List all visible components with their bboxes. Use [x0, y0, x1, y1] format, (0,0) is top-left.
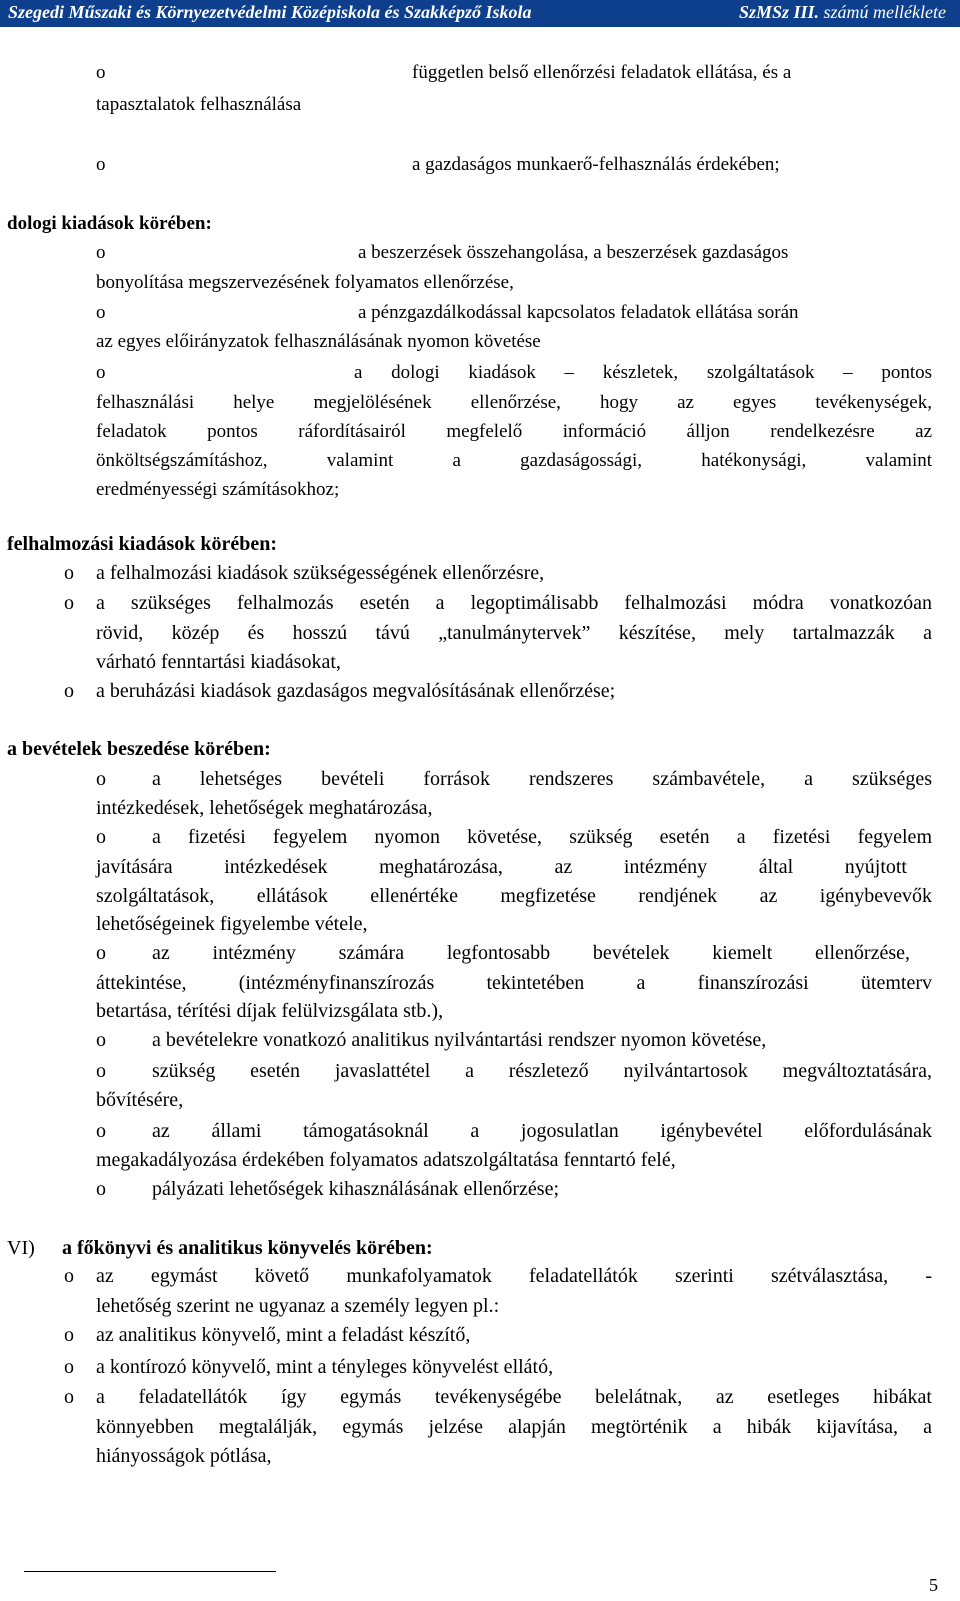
bullet: o — [96, 302, 106, 323]
text-line: áttekintése, (intézményfinanszírozás tekintetében a finanszírozási ütemterv — [96, 972, 932, 994]
text-line: a felhalmozási kiadások szükségességének ellenőrzésre, — [96, 562, 545, 584]
page-number: 5 — [929, 1575, 938, 1595]
text-line: független belső ellenőrzési feladatok ellátása, és a — [412, 62, 792, 83]
text-line: felhasználási helye megjelölésének ellenőrzése, hogy az egyes tevékenységek, — [96, 392, 932, 413]
bullet: o — [96, 154, 106, 175]
text-line: a gazdaságos munkaerő-felhasználás érdekében; — [412, 154, 780, 175]
annex-label: SzMSz III. számú melléklete — [738, 2, 946, 22]
section-heading: felhalmozási kiadások körében: — [7, 533, 278, 555]
text-line: lehetőségeinek figyelembe vétele, — [96, 913, 368, 935]
section-number: VI) — [7, 1237, 35, 1259]
text-line: a szükséges felhalmozás esetén a legoptimálisabb felhalmozási módra vonatkozóan — [96, 592, 932, 614]
text-line: pályázati lehetőségek kihasználásának ellenőrzése; — [152, 1178, 560, 1200]
bullet: o — [96, 62, 106, 83]
bullet: o — [64, 592, 74, 614]
text-line: az analitikus könyvelő, mint a feladást készítő, — [96, 1324, 471, 1346]
text-line: a lehetséges bevételi források rendszeres számbavétele, a szükséges — [152, 768, 932, 790]
text-line: a dologi kiadások – készletek, szolgáltatások – pontos — [354, 362, 932, 383]
text-line: az egyes előirányzatok felhasználásának nyomon követése — [96, 331, 541, 352]
text-line: tapasztalatok felhasználása — [96, 94, 302, 115]
text-line: a beruházási kiadások gazdaságos megvalósításának ellenőrzése; — [96, 680, 616, 702]
text-line: bővítésére, — [96, 1089, 184, 1111]
bullet: o — [64, 1324, 74, 1346]
text-line: könnyebben megtalálják, egymás jelzése alapján megtörténik a hibák kijavítása, a — [96, 1416, 932, 1438]
bullet: o — [64, 680, 74, 702]
text-line: bonyolítása megszervezésének folyamatos ellenőrzése, — [96, 272, 514, 293]
text-line: a kontírozó könyvelő, mint a tényleges könyvelést ellátó, — [96, 1356, 554, 1378]
text-line: betartása, térítési díjak felülvizsgálata stb.), — [96, 1000, 444, 1022]
text-line: megakadályozása érdekében folyamatos adatszolgáltatása fenntartó felé, — [96, 1149, 676, 1171]
text-line: a beszerzések összehangolása, a beszerzések gazdaságos — [358, 242, 789, 263]
bullet: o — [96, 942, 106, 964]
text-line: önköltségszámításhoz, valamint a gazdaságossági, hatékonysági, valamint — [96, 450, 932, 471]
text-line: várható fenntartási kiadásokat, — [96, 651, 341, 673]
text-line: feladatok pontos ráfordításairól megfelelő információ álljon rendelkezésre az — [96, 421, 932, 442]
section-heading: a főkönyvi és analitikus könyvelés körében: — [62, 1237, 433, 1259]
bullet: o — [64, 562, 74, 584]
footer-rule — [24, 1571, 276, 1572]
text-line: a bevételekre vonatkozó analitikus nyilvántartási rendszer nyomon követése, — [152, 1029, 767, 1051]
text-line: a pénzgazdálkodással kapcsolatos feladatok ellátása során — [358, 302, 799, 323]
bullet: o — [96, 1060, 106, 1082]
bullet: o — [64, 1356, 74, 1378]
text-line: az egymást követő munkafolyamatok feladatellátók szerinti szétválasztása, - — [96, 1265, 932, 1287]
bullet: o — [96, 362, 106, 383]
text-line: intézkedések, lehetőségek meghatározása, — [96, 797, 433, 819]
bullet: o — [64, 1386, 74, 1408]
bullet: o — [96, 826, 106, 848]
bullet: o — [96, 242, 106, 263]
bullet: o — [96, 1029, 106, 1051]
text-line: lehetőség szerint ne ugyanaz a személy legyen pl.: — [96, 1295, 500, 1317]
bullet: o — [96, 1178, 106, 1200]
text-line: az intézmény számára legfontosabb bevételek kiemelt ellenőrzése, — [152, 942, 910, 964]
section-heading: a bevételek beszedése körében: — [7, 738, 271, 760]
text-line: a feladatellátók így egymás tevékenységébe belelátnak, az esetleges hibákat — [96, 1386, 932, 1408]
text-line: az állami támogatásoknál a jogosulatlan igénybevétel előfordulásának — [152, 1120, 932, 1142]
text-line: szükség esetén javaslattétel a részletező nyilvántartosok megváltoztatására, — [152, 1060, 932, 1082]
section-heading: dologi kiadások körében: — [7, 213, 212, 234]
bullet: o — [96, 768, 106, 790]
text-line: rövid, közép és hosszú távú „tanulmánytervek” készítése, mely tartalmazzák a — [96, 622, 932, 644]
text-line: eredményességi számításokhoz; — [96, 479, 340, 500]
text-line: szolgáltatások, ellátások ellenértéke megfizetése rendjének az igénybevevők — [96, 885, 932, 907]
bullet: o — [64, 1265, 74, 1287]
text-line: hiányosságok pótlása, — [96, 1445, 272, 1467]
bullet: o — [96, 1120, 106, 1142]
text-line: javítására intézkedések meghatározása, az intézmény által nyújtott — [96, 856, 907, 878]
text-line: a fizetési fegyelem nyomon követése, szükség esetén a fizetési fegyelem — [152, 826, 932, 848]
school-name: Szegedi Műszaki és Környezetvédelmi Középiskola és Szakképző Iskola — [8, 2, 532, 22]
